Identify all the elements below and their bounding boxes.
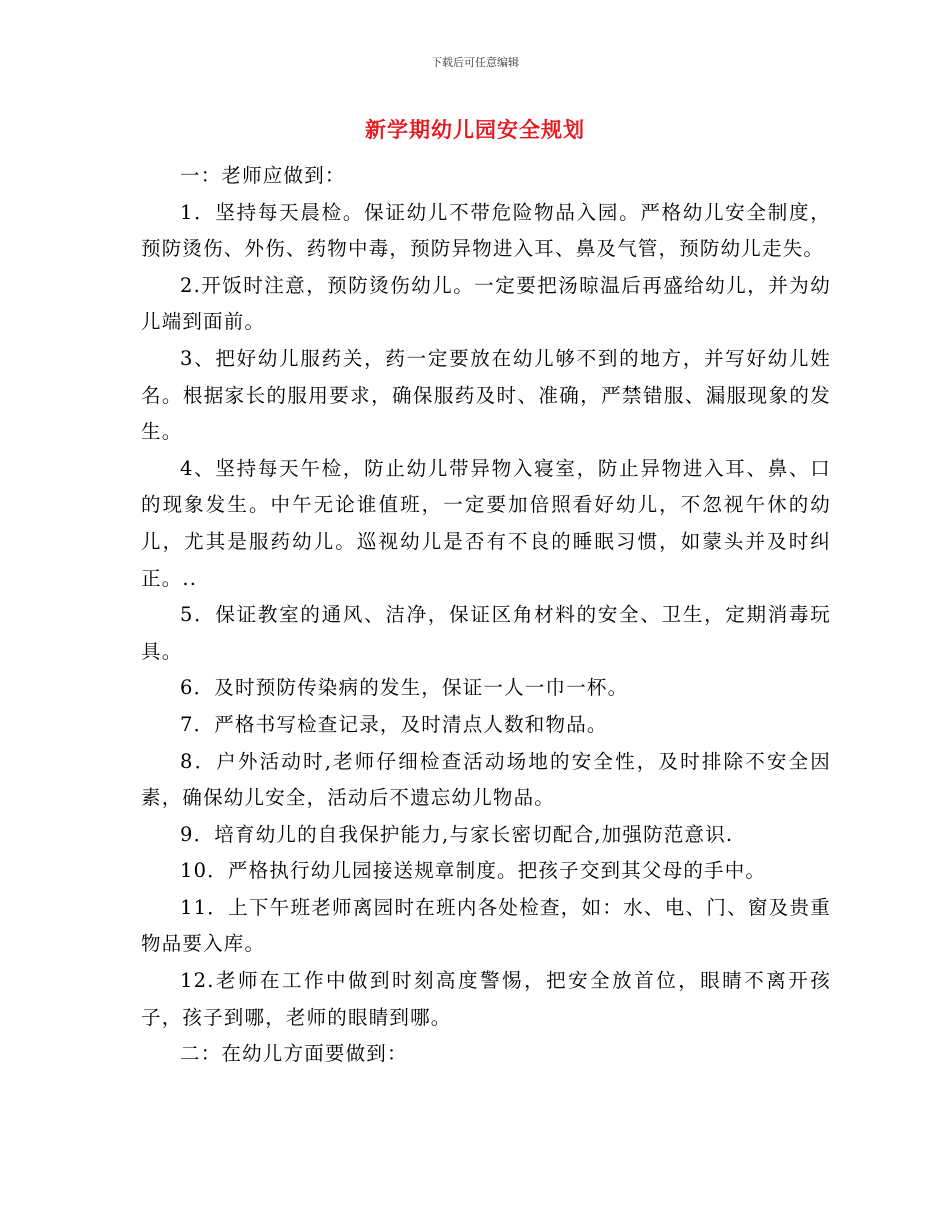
paragraph-item-4: 4、坚持每天午检，防止幼儿带异物入寝室，防止异物进入耳、鼻、口的现象发生。中午无论谁值班，一定要加倍照看好幼儿，不忽视午休的幼儿，尤其是服药幼儿。巡视幼儿是否有不良的睡眠习惯，如蒙头并及时纠正。.. bbox=[141, 456, 831, 590]
paragraph-item-7: 7．严格书写检查记录，及时清点人数和物品。 bbox=[180, 712, 608, 736]
header-note: 下载后可任意编辑 bbox=[431, 56, 519, 69]
paragraph-item-1: 1．坚持每天晨检。保证幼儿不带危险物品入园。严格幼儿安全制度，预防烫伤、外伤、药物中毒，预防异物进入耳、鼻及气管，预防幼儿走失。 bbox=[141, 200, 831, 261]
paragraph-item-12: 12.老师在工作中做到时刻高度警惕，把安全放首位，眼睛不离开孩子，孩子到哪，老师的眼睛到哪。 bbox=[141, 969, 831, 1029]
paragraph-item-9: 9．培育幼儿的自我保护能力,与家长密切配合,加强防范意识. bbox=[180, 822, 734, 846]
document-body bbox=[141, 158, 831, 1073]
document-title: 新学期幼儿园安全规划 bbox=[365, 118, 585, 142]
paragraph-item-11: 11．上下午班老师离园时在班内各处检查，如：水、电、门、窗及贵重物品要入库。 bbox=[141, 895, 831, 956]
paragraph-item-3: 3、把好幼儿服药关，药一定要放在幼儿够不到的地方，并写好幼儿姓名。根据家长的服用要求，确保服药及时、准确，严禁错服、漏服现象的发生。 bbox=[141, 346, 831, 444]
paragraph-item-5: 5．保证教室的通风、洁净，保证区角材料的安全、卫生，定期消毒玩具。 bbox=[141, 603, 831, 663]
section-heading-teachers: 一：老师应做到： bbox=[180, 164, 346, 187]
section-heading-children: 二：在幼儿方面要做到： bbox=[180, 1042, 408, 1066]
paragraph-item-6: 6．及时预防传染病的发生，保证一人一巾一杯。 bbox=[180, 676, 629, 700]
paragraph-item-2: 2.开饭时注意，预防烫伤幼儿。一定要把汤晾温后再盛给幼儿，并为幼儿端到面前。 bbox=[141, 273, 831, 334]
paragraph-item-8: 8．户外活动时,老师仔细检查活动场地的安全性，及时排除不安全因素，确保幼儿安全，活动后不遗忘幼儿物品。 bbox=[141, 749, 831, 810]
paragraph-item-10: 10．严格执行幼儿园接送规章制度。把孩子交到其父母的手中。 bbox=[180, 859, 767, 883]
